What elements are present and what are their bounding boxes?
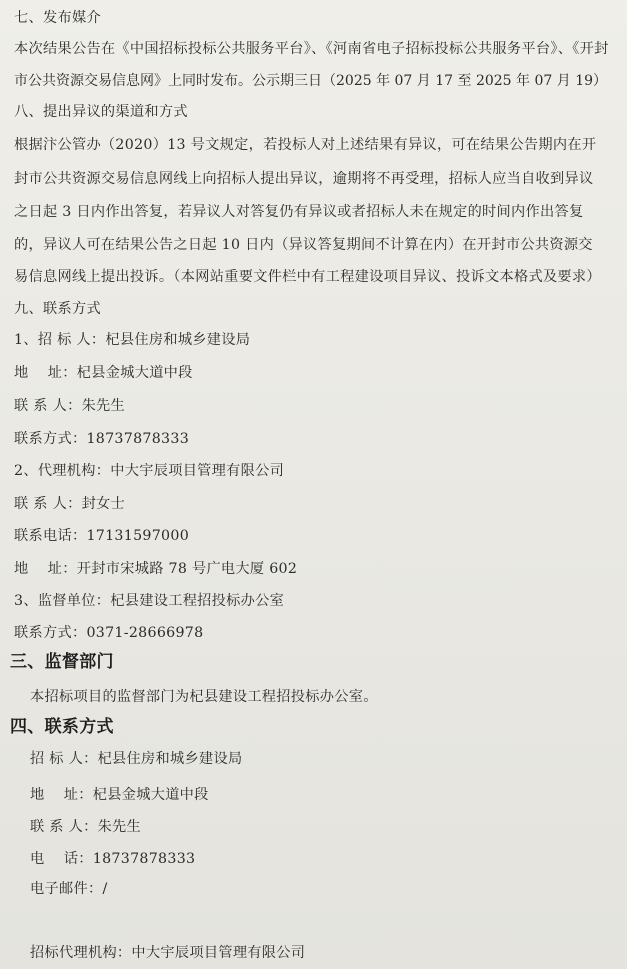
contact-line: 1、招 标 人：杞县住房和城乡建设局 — [14, 332, 251, 348]
contact-line: 联 系 人：朱先生 — [14, 398, 126, 414]
section-8-text-line-2: 封市公共资源交易信息网线上向招标人提出异议，逾期将不再受理，招标人应当自收到异议 — [14, 171, 594, 187]
section-8-text-line-4: 的，异议人可在结果公告之日起 10 日内（异议答复期间不计算在内）在开封市公共资源交 — [14, 237, 593, 253]
agency-line: 招标代理机构：中大宇辰项目管理有限公司 — [30, 945, 306, 961]
contact-line: 联系电话：17131597000 — [14, 528, 190, 544]
section-8-text-line-1: 根据汴公管办（2020）13 号文规定，若投标人对上述结果有异议，可在结果公告期内在开 — [14, 137, 597, 153]
section-3-text: 本招标项目的监督部门为杞县建设工程招投标办公室。 — [30, 689, 378, 705]
email-line: 电子邮件：/ — [30, 881, 108, 897]
contact-line: 联 系 人：封女士 — [14, 496, 126, 512]
contact-line: 联系方式：0371-28666978 — [14, 625, 204, 641]
section-7-heading: 七、发布媒介 — [14, 10, 101, 26]
section-4-heading: 四、联系方式 — [10, 717, 114, 737]
section-7-text-line-1: 本次结果公告在《中国招标投标公共服务平台》、《河南省电子招标投标公共服务平台》、《开封 — [14, 41, 609, 57]
contact-line: 地 址：开封市宋城路 78 号广电大厦 602 — [14, 561, 298, 577]
contact-line: 地 址：杞县金城大道中段 — [30, 787, 209, 803]
section-8-heading: 八、提出异议的渠道和方式 — [14, 104, 188, 120]
section-8-text-line-5: 易信息网线上提出投诉。（本网站重要文件栏中有工程建设项目异议、投诉文本格式及要求） — [14, 269, 601, 285]
section-9-heading: 九、联系方式 — [14, 301, 101, 317]
contact-line: 2、代理机构：中大宇辰项目管理有限公司 — [14, 463, 285, 479]
contact-line: 电 话：18737878333 — [30, 851, 196, 867]
section-8-text-line-3: 之日起 3 日内作出答复，若异议人对答复仍有异议或者招标人未在规定的时间内作出答复 — [14, 204, 584, 220]
contact-line: 地 址：杞县金城大道中段 — [14, 365, 193, 381]
section-7-text-line-2: 市公共资源交易信息网》上同时发布。公示期三日（2025 年 07 月 17 至 2025 年 07 月 19） — [14, 73, 608, 89]
contact-line: 3、监督单位：杞县建设工程招投标办公室 — [14, 593, 285, 609]
contact-line: 招 标 人：杞县住房和城乡建设局 — [30, 751, 243, 767]
contact-line: 联 系 人：朱先生 — [30, 819, 142, 835]
section-3-heading: 三、监督部门 — [10, 652, 114, 672]
contact-line: 联系方式：18737878333 — [14, 431, 190, 447]
